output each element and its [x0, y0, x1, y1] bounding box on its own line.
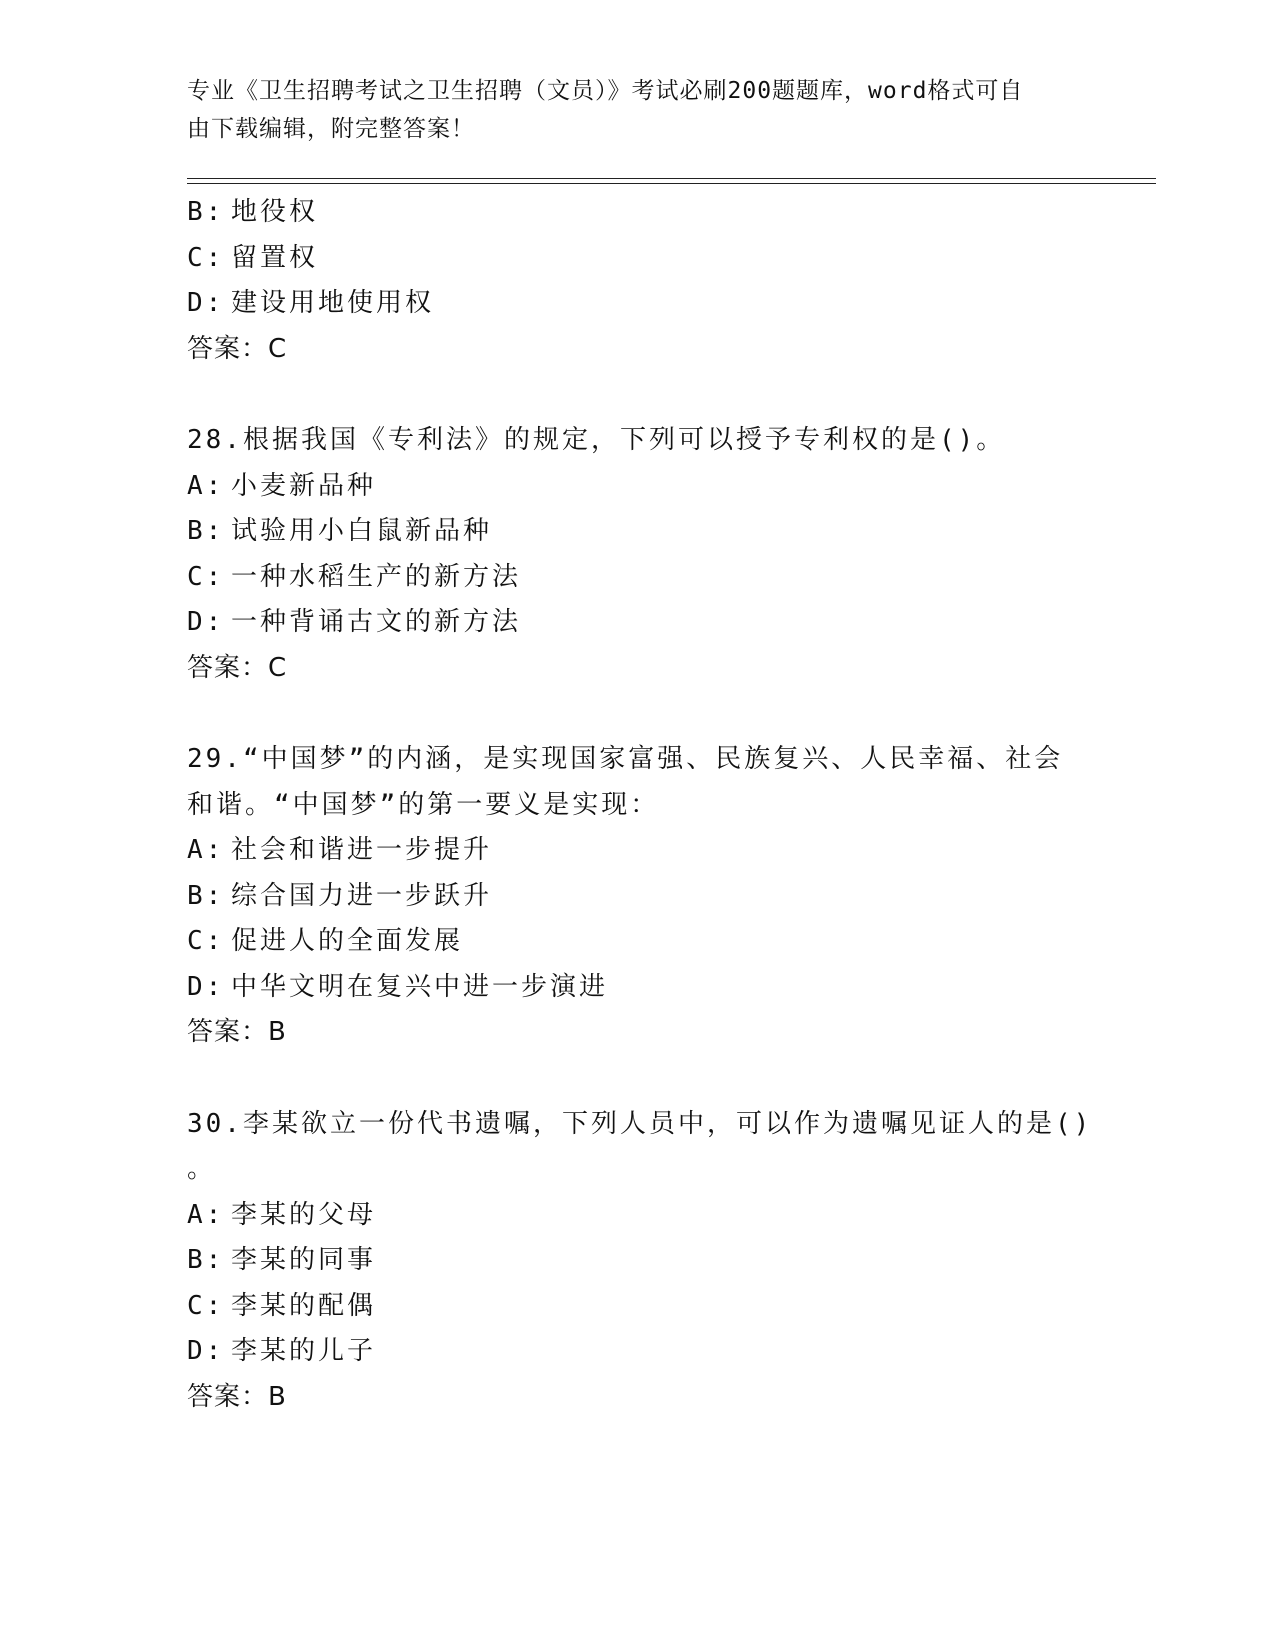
- document-header: [187, 72, 1067, 148]
- header-line-1: 专业《卫生招聘考试之卫生招聘（文员）》考试必刷200题题库，word格式可自: [187, 78, 1024, 104]
- question-text-line-1: 29.“中国梦”的内涵，是实现国家富强、民族复兴、人民幸福、社会: [187, 744, 1064, 774]
- option-label: D:: [187, 1336, 225, 1366]
- option-label: A:: [187, 1199, 225, 1230]
- option-a: [187, 828, 1087, 874]
- answer-line: 答案：C: [187, 652, 288, 683]
- option-label: C:: [187, 561, 225, 592]
- option-text: 李某的配偶: [231, 1290, 377, 1321]
- header-rule-bottom: [187, 183, 1156, 184]
- question-text-line-1: 30.李某欲立一份代书遗嘱，下列人员中，可以作为遗嘱见证人的是(): [187, 1108, 1093, 1139]
- question-27-continued: [187, 190, 1087, 372]
- option-text: 一种水稻生产的新方法: [231, 561, 522, 592]
- option-text: 李某的儿子: [231, 1336, 377, 1366]
- option-label: A:: [187, 470, 225, 501]
- option-text: 试验用小白鼠新品种: [231, 516, 493, 546]
- option-text: 中华文明在复兴中进一步演进: [231, 971, 609, 1002]
- option-text: 建设用地使用权: [231, 288, 435, 318]
- answer-line: 答案：B: [187, 1017, 287, 1047]
- option-text: 地役权: [231, 197, 319, 227]
- option-a: [187, 1193, 1087, 1239]
- spacer: [187, 372, 1087, 418]
- option-text: 李某的父母: [231, 1199, 377, 1230]
- option-c: [187, 555, 1087, 601]
- spacer: [187, 1056, 1087, 1102]
- answer-line: 答案：B: [187, 1381, 287, 1412]
- option-label: D:: [187, 288, 225, 318]
- option-text: 社会和谐进一步提升: [231, 835, 493, 865]
- option-b: [187, 190, 1087, 236]
- option-text: 小麦新品种: [231, 470, 377, 501]
- option-c: [187, 236, 1087, 282]
- question-text-line-2: 和谐。“中国梦”的第一要义是实现：: [187, 789, 660, 820]
- option-text: 促进人的全面发展: [231, 926, 464, 956]
- option-label: A:: [187, 835, 225, 865]
- option-label: D:: [187, 607, 225, 637]
- question-30: [187, 1102, 1093, 1421]
- option-a: [187, 464, 1087, 510]
- option-c: [187, 919, 1087, 965]
- option-d: [187, 600, 1087, 646]
- option-label: B:: [187, 197, 225, 227]
- option-d: [187, 965, 1087, 1011]
- option-label: D:: [187, 971, 225, 1002]
- header-rule-top: [187, 178, 1156, 179]
- option-text: 一种背诵古文的新方法: [231, 607, 522, 637]
- spacer: [187, 691, 1087, 737]
- header-line-2: 由下载编辑，附完整答案！: [187, 116, 475, 142]
- option-label: B:: [187, 880, 225, 911]
- document-body: [187, 190, 1093, 1420]
- option-c: [187, 1284, 1087, 1330]
- question-text-line-2: 。: [187, 1154, 217, 1184]
- option-b: [187, 509, 1087, 555]
- option-label: C:: [187, 926, 225, 956]
- option-b: [187, 874, 1087, 920]
- option-text: 综合国力进一步跃升: [231, 880, 493, 911]
- question-28: [187, 418, 1087, 691]
- option-d: [187, 1329, 1087, 1375]
- answer-line: 答案：C: [187, 333, 288, 364]
- question-29: [187, 737, 1087, 1056]
- option-d: [187, 281, 1087, 327]
- question-text: 28.根据我国《专利法》的规定，下列可以授予专利权的是()。: [187, 425, 1006, 455]
- option-label: C:: [187, 242, 225, 273]
- option-text: 李某的同事: [231, 1245, 377, 1275]
- option-label: B:: [187, 516, 225, 546]
- option-b: [187, 1238, 1087, 1284]
- option-text: 留置权: [231, 242, 319, 273]
- option-label: B:: [187, 1245, 225, 1275]
- option-label: C:: [187, 1290, 225, 1321]
